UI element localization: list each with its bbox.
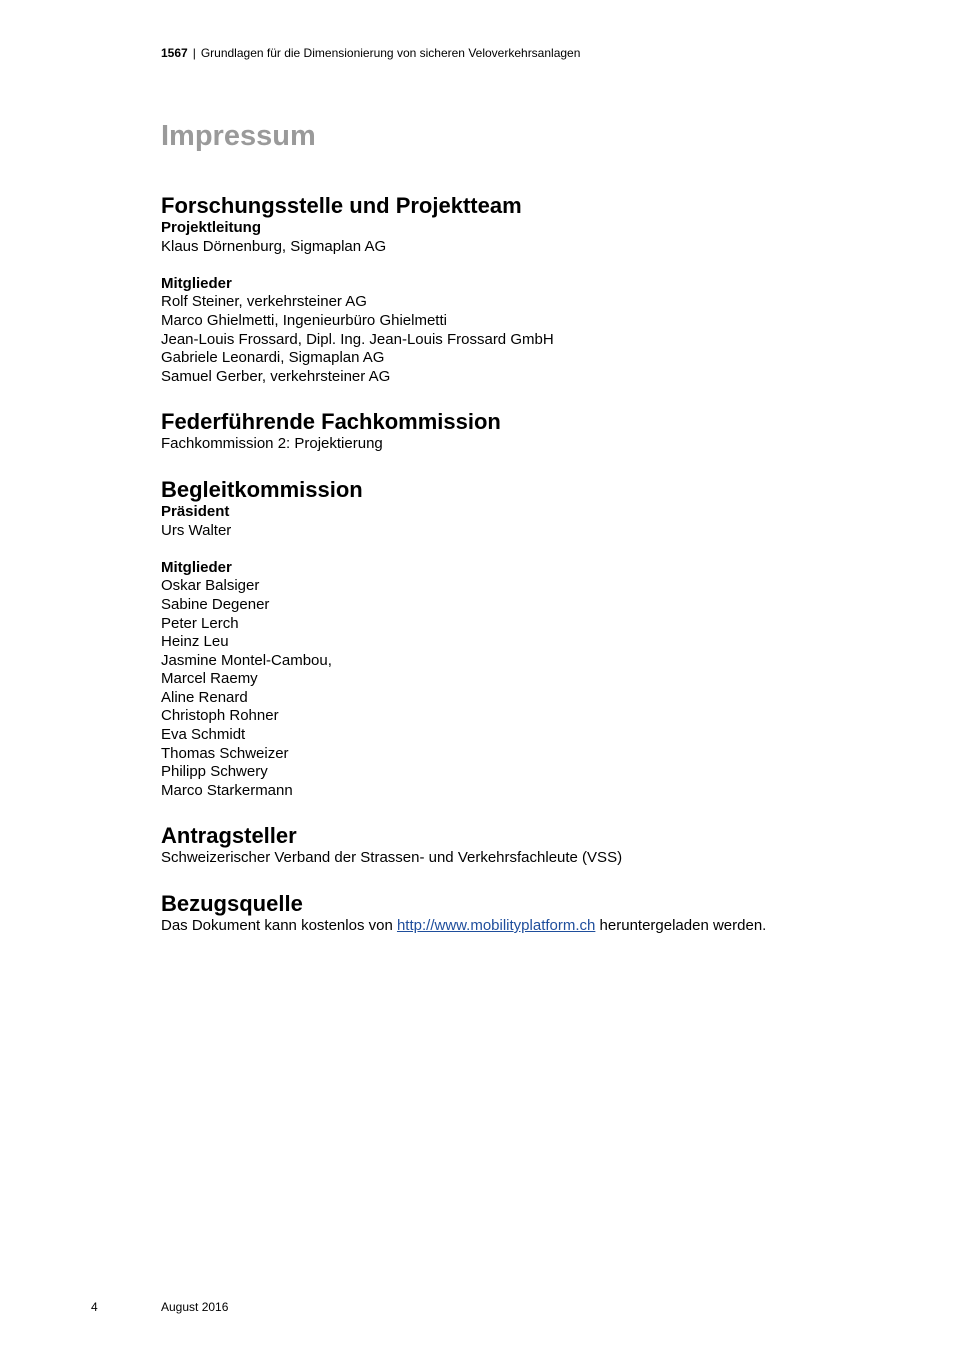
heading-begleitkommission: Begleitkommission [161, 476, 363, 502]
header-separator: | [192, 46, 196, 60]
section-antragsteller [161, 822, 881, 868]
list-item: Thomas Schweizer [161, 744, 289, 762]
list-item: Jean-Louis Frossard, Dipl. Ing. Jean-Louis Frossard GmbH [161, 330, 554, 348]
list-item: Rolf Steiner, verkehrsteiner AG [161, 293, 367, 311]
list-item: Marco Starkermann [161, 781, 293, 799]
section-forschungsstelle [161, 192, 881, 386]
list-item: Oskar Balsiger [161, 577, 260, 595]
label-mitglieder-projektteam: Mitglieder [161, 274, 232, 292]
section-begleitkommission [161, 476, 881, 801]
heading-forschungsstelle: Forschungsstelle und Projektteam [161, 193, 522, 218]
label-praesident: Präsident [161, 502, 230, 520]
report-number: 1567 [161, 46, 188, 60]
heading-bezugsquelle: Bezugsquelle [161, 891, 303, 917]
list-item: Christoph Rohner [161, 707, 279, 725]
list-item: Philipp Schwery [161, 763, 268, 781]
list-item: Aline Renard [161, 688, 248, 706]
page-title: Impressum [161, 120, 316, 152]
list-item: Marcel Raemy [161, 670, 258, 688]
report-title: Grundlagen für die Dimensionierung von sicheren Veloverkehrsanlagen [200, 46, 581, 60]
heading-antragsteller: Antragsteller [161, 823, 297, 849]
list-item: Eva Schmidt [161, 726, 246, 744]
list-item: Sabine Degener [161, 595, 270, 613]
heading-fachkommission: Federführende Fachkommission [161, 409, 501, 435]
list-item: Samuel Gerber, verkehrsteiner AG [161, 367, 391, 385]
running-header [161, 46, 580, 60]
publication-date: August 2016 [161, 1300, 229, 1314]
list-item: Marco Ghielmetti, Ingenieurbüro Ghielmetti [161, 311, 447, 329]
praesident-name: Urs Walter [161, 521, 232, 539]
impressum-content [161, 192, 881, 936]
list-item: Jasmine Montel-Cambou, [161, 651, 332, 669]
bezugsquelle-text-before: Das Dokument kann kostenlos von [161, 917, 397, 935]
label-projektleitung: Projektleitung [161, 219, 262, 236]
projektleitung-name: Klaus Dörnenburg, Sigmaplan AG [161, 237, 387, 255]
list-item: Peter Lerch [161, 614, 239, 632]
label-mitglieder-begleitkommission: Mitglieder [161, 558, 232, 576]
section-bezugsquelle [161, 890, 881, 936]
bezugsquelle-text-after: heruntergeladen werden. [595, 917, 767, 935]
page-number: 4 [91, 1300, 98, 1314]
antragsteller-text: Schweizerischer Verband der Strassen- und Verkehrsfachleute (VSS) [161, 849, 623, 867]
list-item: Gabriele Leonardi, Sigmaplan AG [161, 349, 385, 367]
bezugsquelle-text [161, 917, 881, 936]
fachkommission-text: Fachkommission 2: Projektierung [161, 435, 383, 453]
section-fachkommission [161, 408, 881, 454]
list-item: Heinz Leu [161, 633, 229, 651]
mobilityplatform-link[interactable]: http://www.mobilityplatform.ch [396, 917, 596, 935]
